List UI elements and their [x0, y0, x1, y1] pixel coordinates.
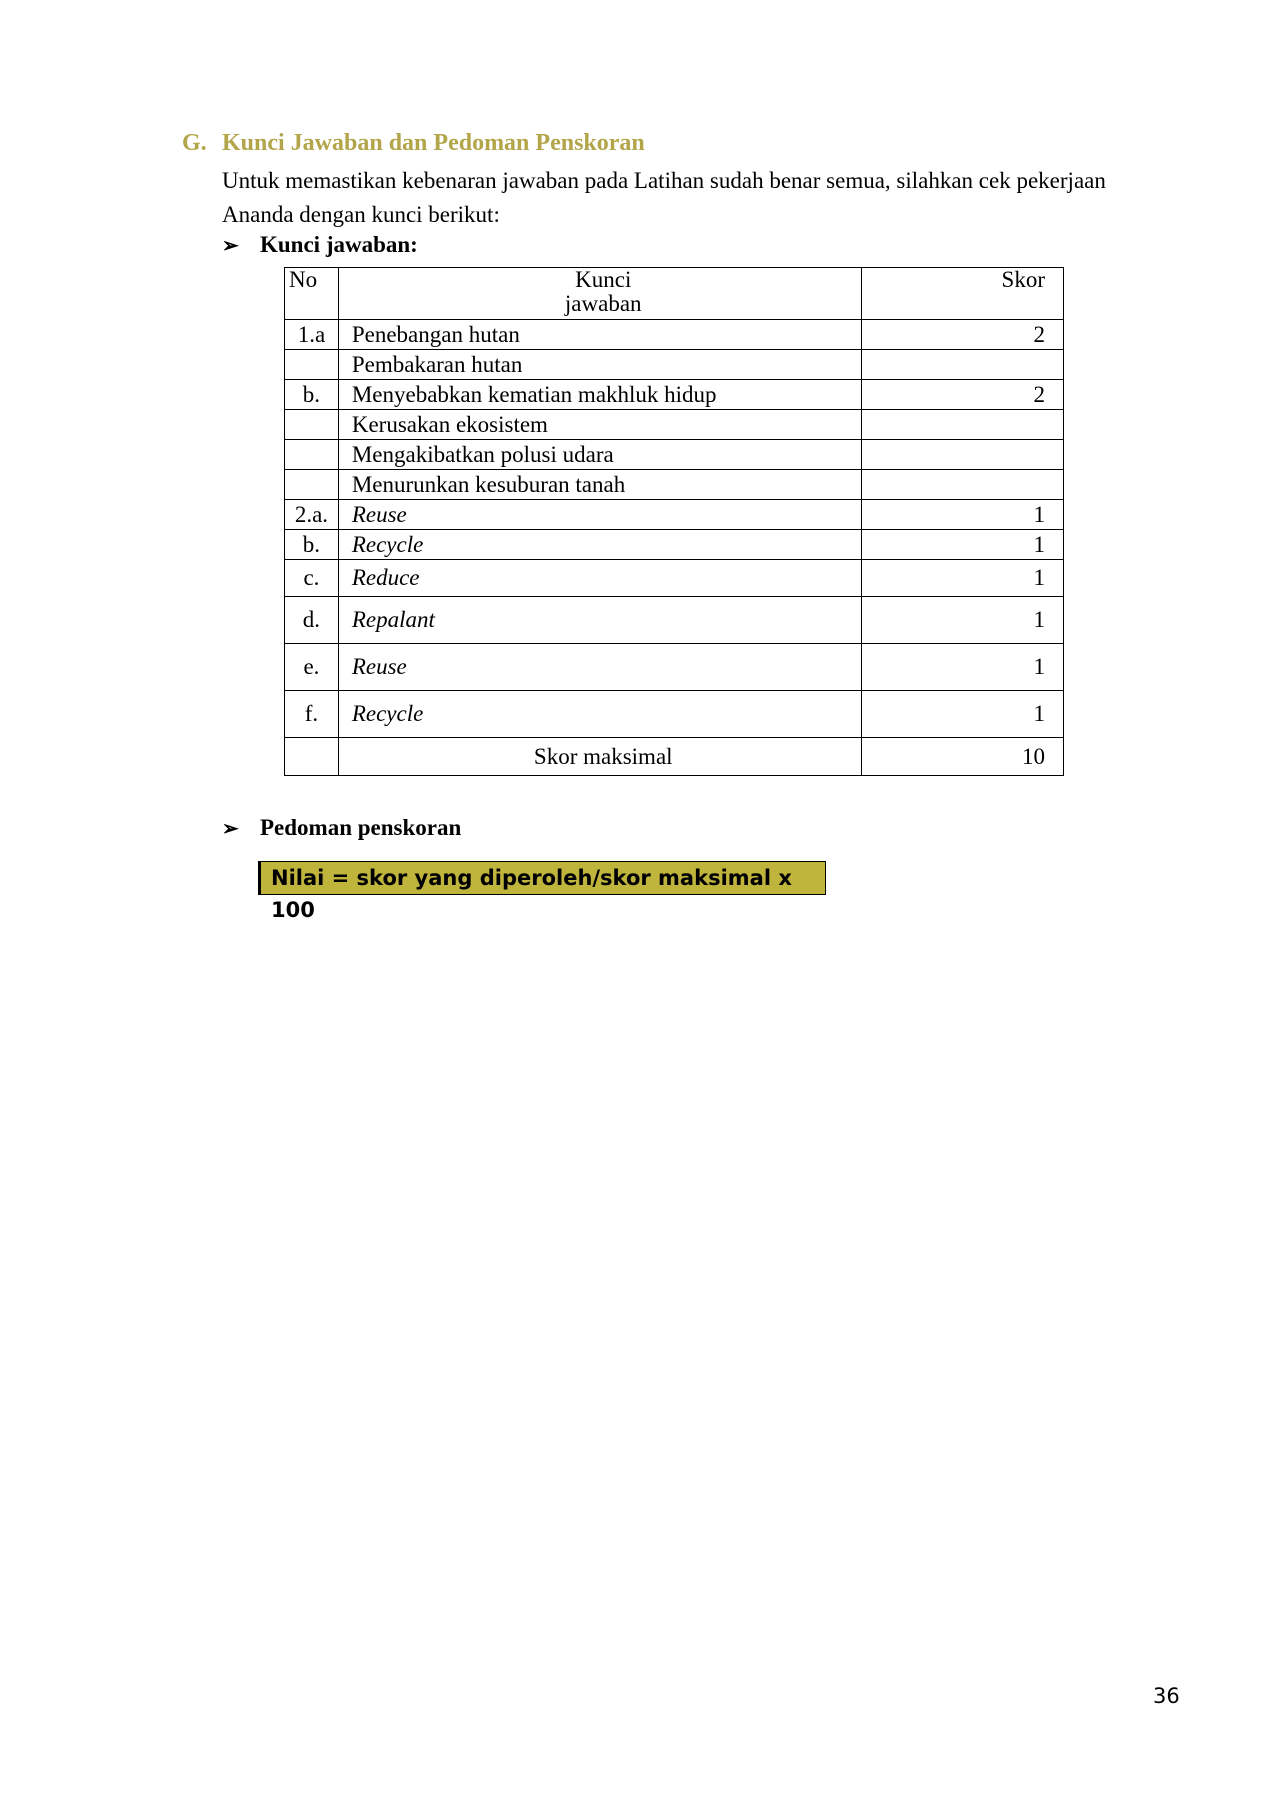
row-no: [285, 410, 339, 440]
row-no: f.: [285, 691, 339, 738]
row-no: e.: [285, 644, 339, 691]
table-row: [285, 350, 1064, 380]
row-answer: Menyebabkan kematian makhluk hidup: [338, 380, 861, 410]
row-score: [861, 470, 1063, 500]
table-header-row: [285, 268, 1064, 320]
table-row: [285, 410, 1064, 440]
answer-key-label: Kunci jawaban:: [260, 232, 418, 257]
row-no: b.: [285, 380, 339, 410]
scoring-heading: [222, 815, 461, 841]
total-row: [285, 738, 1064, 776]
header-key: [338, 268, 861, 320]
row-answer: Pembakaran hutan: [338, 350, 861, 380]
row-answer: Recycle: [338, 691, 861, 738]
page-number: 36: [1153, 1684, 1180, 1708]
section-heading: [182, 130, 645, 157]
row-no: [285, 470, 339, 500]
row-score: 1: [861, 500, 1063, 530]
row-no: d.: [285, 597, 339, 644]
table-row: [285, 470, 1064, 500]
row-no: c.: [285, 560, 339, 597]
scoring-label: Pedoman penskoran: [260, 815, 462, 840]
row-score: 1: [861, 530, 1063, 560]
section-title: Kunci Jawaban dan Pedoman Penskoran: [222, 130, 645, 156]
row-score: 2: [861, 380, 1063, 410]
row-score: [861, 410, 1063, 440]
row-score: [861, 350, 1063, 380]
row-answer: Mengakibatkan polusi udara: [338, 440, 861, 470]
row-score: 1: [861, 597, 1063, 644]
row-score: 1: [861, 560, 1063, 597]
total-score: 10: [861, 738, 1063, 776]
row-no: b.: [285, 530, 339, 560]
row-score: [861, 440, 1063, 470]
row-no: 1.a: [285, 320, 339, 350]
table-row: [285, 691, 1064, 738]
row-no: 2.a.: [285, 500, 339, 530]
total-label: Skor maksimal: [338, 738, 861, 776]
row-answer: Reuse: [338, 500, 861, 530]
row-answer: Menurunkan kesuburan tanah: [338, 470, 861, 500]
row-no: [285, 350, 339, 380]
arrow-bullet-icon: ➢: [222, 818, 239, 840]
scoring-formula-box: Nilai = skor yang diperoleh/skor maksimal x 100: [258, 861, 826, 895]
table-row: [285, 560, 1064, 597]
answer-key-table: [284, 267, 1064, 776]
row-answer: Repalant: [338, 597, 861, 644]
table-row: [285, 440, 1064, 470]
row-answer: Recycle: [338, 530, 861, 560]
row-no: [285, 440, 339, 470]
section-letter: G.: [182, 130, 207, 156]
row-score: 1: [861, 691, 1063, 738]
table-row: [285, 530, 1064, 560]
arrow-bullet-icon: ➢: [222, 235, 239, 257]
row-score: 2: [861, 320, 1063, 350]
answer-key-heading: [222, 232, 418, 258]
table-row: [285, 380, 1064, 410]
row-answer: Reduce: [338, 560, 861, 597]
row-answer: Reuse: [338, 644, 861, 691]
table-row: [285, 644, 1064, 691]
table-row: [285, 500, 1064, 530]
header-key-line2: jawaban: [564, 291, 642, 316]
intro-paragraph: Untuk memastikan kebenaran jawaban pada Latihan sudah benar semua, silahkan cek pekerjaan Ananda dengan kunci berikut:: [222, 168, 1106, 227]
header-score: Skor: [861, 268, 1063, 320]
table-row: [285, 320, 1064, 350]
header-no: No: [285, 268, 339, 320]
table-row: [285, 597, 1064, 644]
row-score: 1: [861, 644, 1063, 691]
header-key-line1: Kunci: [575, 267, 632, 292]
row-answer: Penebangan hutan: [338, 320, 861, 350]
row-answer: Kerusakan ekosistem: [338, 410, 861, 440]
total-no-cell: [285, 738, 339, 776]
